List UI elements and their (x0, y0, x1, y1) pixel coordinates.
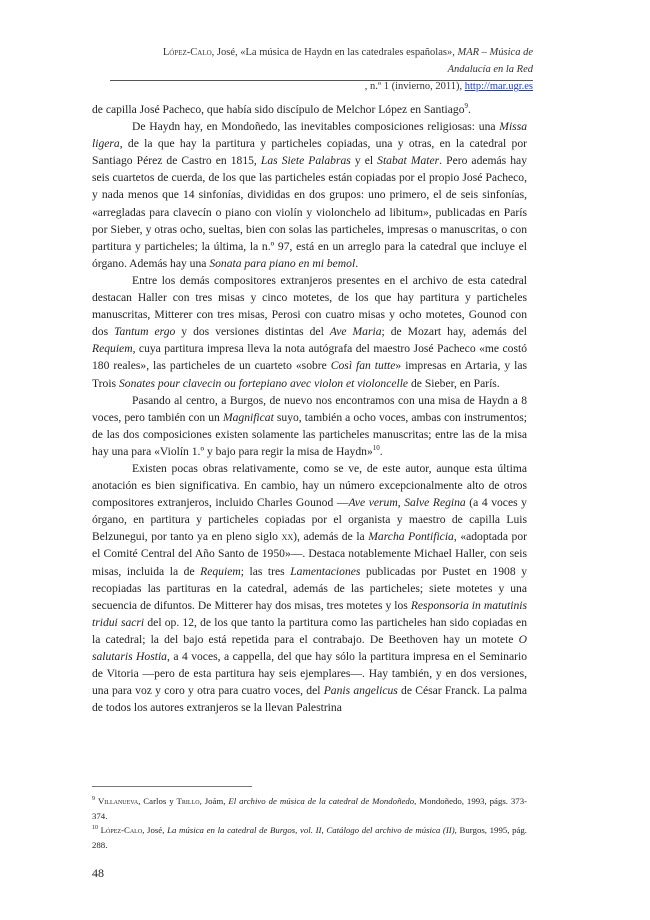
italic-run: Las Siete Palabras (260, 154, 351, 168)
text-run: De Haydn hay, en Mondoñedo, las inevitables composiciones religiosas: una (132, 120, 500, 134)
header-journal: MAR – Música de Andalucía en la Red (447, 47, 533, 75)
footnote-rule (92, 786, 252, 787)
italic-run: Missa ligera (92, 120, 527, 151)
text-run: , Carlos y (138, 796, 177, 806)
text-run: del op. 12, de los que tanto la partitura como las particheles han sido copiadas en la catedral; la del bajo está repetida para el contrabajo. De Beethoven hay un motete (92, 615, 527, 646)
paragraph-1 (92, 101, 527, 118)
italic-run: Lamentaciones (290, 564, 361, 578)
text-run: Pasando al centro, a Burgos, de nuevo nos encontramos con una misa de Haydn a 8 voces, pero también con un (92, 393, 527, 424)
text-run: . (355, 256, 359, 270)
text-run: ; de Mozart hay, además del (381, 325, 527, 339)
text-run: . (468, 103, 471, 116)
footnote-ref: 9 (92, 796, 95, 803)
text-run: » impresas en Artaria, y las Trois (92, 359, 527, 390)
text-run: , Joám, (199, 796, 229, 806)
text-run: , José, (142, 825, 168, 835)
footnote-10 (92, 823, 527, 852)
text-run: (a 4 voces y órgano, en partitura y particheles copiadas por el organista y maestro de capilla Luis Belzunegui, por tanto ya en pleno siglo (92, 496, 527, 544)
footnote-ref: 9 (464, 102, 468, 111)
smallcaps-run: Trillo (176, 796, 200, 806)
footnote-9 (92, 794, 527, 823)
header-rule (110, 80, 533, 81)
italic-run: Marcha Pontificia (368, 530, 454, 544)
text-run: Entre los demás compositores extranjeros presentes en el archivo de esta catedral destacan Haller con tres misas y cinco motetes, de los que hay partitura y particheles manuscritas, Mitterer con tres misas, Perosi con cuatro misas y ocho motetes, Gounod con dos (92, 273, 527, 339)
header-author: López-Calo (162, 47, 212, 58)
italic-run: Sonates pour clavecin ou fortepiano avec violon et violoncelle (118, 376, 409, 390)
text-run: , cuya partitura impresa lleva la nota autógrafa del maestro José Pacheco «me costó 180 reales», las particheles de un cuarteto «sobre (92, 342, 527, 373)
text-run: Existen pocas obras relativamente, como se ve, de este autor, aunque esta última anotación es bien significativa. En cambio, hay un número excepcionalmente alto de otros compositores extranjeros, incluido Charles Gounod — (92, 461, 527, 510)
text-run: ; las tres (240, 564, 291, 578)
smallcaps-run: Villanueva (97, 796, 139, 806)
text-run: , de la que hay la partitura y particheles copiadas, una y otras, en la catedral por Santiago Pérez de Castro en 1815, (92, 137, 527, 168)
text-run: y dos versiones distintas del (175, 325, 330, 339)
header-issue: , n.º 1 (invierno, 2011), (364, 81, 465, 92)
italic-run: La música en la catedral de Burgos, vol. II, Catálogo del archivo de música (II) (167, 825, 455, 835)
paragraph-5 (92, 460, 527, 716)
text-run: , Mondoñedo, 1993, págs. 373-374. (92, 796, 528, 821)
page-number: 48 (92, 866, 104, 880)
italic-run: El archivo de música de la catedral de Mondoñedo (228, 796, 415, 806)
text-run: . (379, 444, 383, 458)
smallcaps-run: xx (281, 530, 294, 544)
text-run: , «adoptada por el Comité Central del Año Santo de 1950»—. Destaca notablemente Michael Haller, con seis misas, incluida la de (92, 530, 527, 578)
header-line-1 (120, 44, 533, 78)
smallcaps-run: López-Calo (100, 825, 143, 835)
header-url-link[interactable]: http://mar.ugr.es (464, 81, 533, 92)
text-run: y el (350, 154, 378, 168)
text-run: , a 4 voces, a cappella, del que hay sólo la partitura impresa en el Seminario de Vitoria —pero de esta partitura hay seis ejemplares—. Hay también, y en dos versiones, una para voz y coro y otra para cuatro voces, del (92, 650, 527, 698)
italic-run: Requiem (92, 342, 133, 356)
text-run: de capilla José Pacheco, que había sido discípulo de Melchor López en Santiago (92, 103, 465, 116)
text-run: . Pero además hay seis cuartetos de cuerda, de los que las particheles están copiadas por el propio José Pacheco, y nada menos que 14 sinfonías, divididas en dos grupos: uno primero, el de seis sinfonías, «arregladas para clavecín o piano con violín y violonchelo ad libitum», publicadas en París por Sieber, y otras ocho, sueltas, bien con solas las particheles, impresas o manuscritas, o con partitura y particheles; la última, la n.º 97, está en un arreglo para la catedral que incluye el órgano. Además hay una (92, 154, 527, 270)
paragraph-2 (92, 118, 527, 272)
italic-run: O salutaris Hostia (92, 632, 527, 663)
italic-run: Sonata para piano en mi bemol (209, 256, 356, 270)
header-citation: , José, «La música de Haydn en las catedrales españolas», (211, 47, 458, 58)
footnote-ref: 10 (92, 825, 98, 832)
italic-run: Tantum ergo (114, 325, 176, 339)
italic-run: Responsoria in matutinis tridui sacri (92, 598, 527, 629)
paragraph-3 (92, 272, 527, 392)
text-run: ), además de la (293, 530, 369, 544)
text-run: de César Franck. La palma de todos los autores extranjeros se la llevan Palestrina (92, 684, 527, 715)
italic-run: Stabat Mater (377, 154, 440, 168)
text-run: suyo, también a ocho voces, ambas con instrumentos; de las dos composiciones existen solamente las particheles manuscritas; entre las de la misa hay una para «Violín 1.º y bajo para regir la misa de Haydn» (92, 410, 527, 458)
text-run: , (397, 496, 405, 510)
italic-run: Così fan tutte (330, 359, 396, 373)
italic-run: Ave Maria (329, 325, 382, 339)
italic-run: Magnificat (222, 410, 274, 424)
footnote-ref: 10 (372, 444, 380, 453)
italic-run: Ave verum (348, 496, 398, 510)
italic-run: Salve Regina (404, 496, 466, 510)
main-text (92, 101, 527, 716)
text-run: publicadas por Pustet en 1908 y recopiadas las partituras en la catedral, además de las particheles; siete motetes y una secuencia de difuntos. De Mitterer hay dos misas, tres motetes y los (92, 564, 527, 612)
text-run: , Burgos, 1995, pág. 288. (92, 825, 528, 850)
running-header (120, 44, 533, 95)
italic-run: Panis angelicus (323, 684, 398, 698)
text-run: de Sieber, en París. (408, 376, 500, 390)
paragraph-4 (92, 392, 527, 460)
footnotes (92, 794, 527, 852)
italic-run: Requiem (200, 564, 241, 578)
